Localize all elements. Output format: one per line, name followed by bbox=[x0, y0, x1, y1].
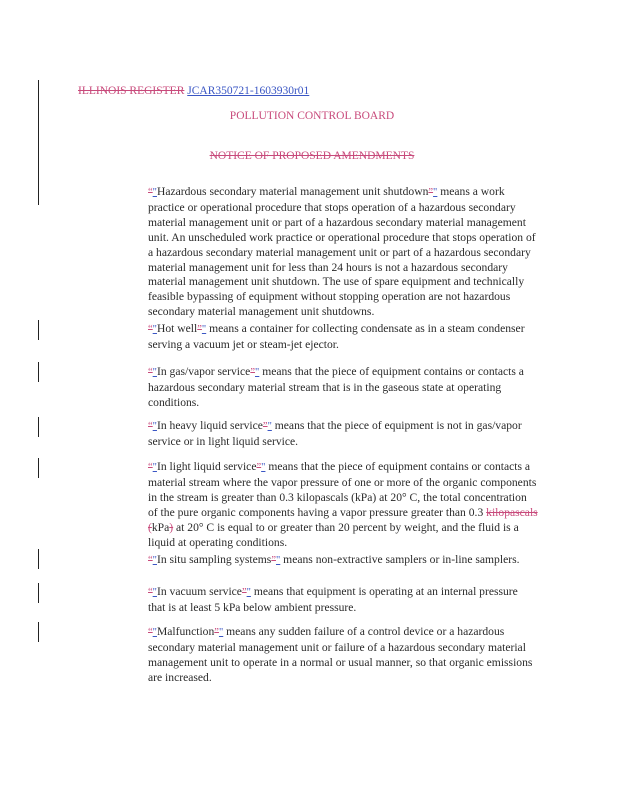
definition-text: kPa bbox=[151, 520, 170, 534]
definition-light-liquid-service bbox=[148, 460, 538, 550]
definition-text: means any sudden failure of a control device or a hazardous secondary material management unit or failure of a hazardous secondary material management unit to operate in a normal or usual manner, so that organic emissions are increased. bbox=[148, 625, 533, 684]
change-bar bbox=[38, 362, 39, 382]
open-quote-deleted: “ bbox=[148, 421, 153, 432]
close-quote-inserted: " bbox=[275, 555, 281, 566]
register-inserted: JCAR350721-1603930r01 bbox=[187, 85, 310, 97]
close-quote-deleted: ” bbox=[262, 421, 268, 432]
open-quote-inserted: " bbox=[152, 421, 157, 432]
close-quote-deleted: ” bbox=[428, 187, 434, 198]
open-quote-deleted: “ bbox=[148, 555, 153, 566]
deleted-text: kilopascals ( bbox=[148, 505, 538, 534]
open-quote-inserted: " bbox=[152, 367, 157, 378]
board-title: POLLUTION CONTROL BOARD bbox=[229, 110, 395, 122]
open-quote-inserted: " bbox=[152, 587, 157, 598]
close-quote-inserted: " bbox=[261, 462, 266, 473]
open-quote-deleted: “ bbox=[148, 324, 153, 335]
definition-term: In gas/vapor service bbox=[156, 365, 251, 378]
open-quote-deleted: “ bbox=[148, 627, 153, 638]
definition-text: means non-extractive samplers or in-line samplers. bbox=[280, 553, 520, 566]
definition-malfunction bbox=[148, 625, 538, 686]
definition-text: means that the piece of equipment contains or contacts a material stream where the vapor pressure of one or more of the organic components in the stream is greater than 0.3 kilopascals (kPa) at 20° C, the total concentration of the pure organic components having a vapor pressure greater than 0.3 bbox=[148, 460, 537, 519]
open-quote-deleted: “ bbox=[148, 462, 153, 473]
definition-text: means that the piece of equipment is not in gas/vapor service or in light liquid service. bbox=[148, 419, 522, 448]
definition-text: means that the piece of equipment contains or contacts a hazardous secondary material stream that is in the gaseous state at operating conditions. bbox=[148, 365, 524, 409]
definition-term: Hot well bbox=[156, 322, 198, 335]
close-quote-deleted: ” bbox=[256, 462, 262, 473]
change-bar bbox=[38, 320, 39, 340]
definition-gas-vapor-service bbox=[148, 365, 538, 411]
definition-term: Hazardous secondary material management unit shutdown bbox=[156, 185, 429, 198]
definition-term: Malfunction bbox=[156, 625, 215, 638]
close-quote-deleted: ” bbox=[214, 627, 219, 638]
open-quote-deleted: “ bbox=[148, 587, 153, 598]
definition-heavy-liquid-service bbox=[148, 419, 538, 450]
definition-term: In heavy liquid service bbox=[156, 419, 263, 432]
definition-text: means that equipment is operating at an internal pressure that is at least 5 kPa below ambient pressure. bbox=[148, 585, 518, 614]
open-quote-inserted: " bbox=[152, 462, 157, 473]
change-bar bbox=[38, 417, 39, 437]
definition-text: at 20° C is equal to or greater than 20 percent by weight, and the fluid is a liquid at operating conditions. bbox=[148, 520, 519, 549]
definition-term: In light liquid service bbox=[156, 460, 257, 473]
definition-term: In situ sampling systems bbox=[156, 553, 272, 566]
definition-vacuum-service bbox=[148, 585, 538, 616]
close-quote-inserted: " bbox=[267, 421, 272, 432]
close-quote-deleted: ” bbox=[197, 324, 202, 335]
definition-hot-well bbox=[148, 322, 538, 353]
open-quote-inserted: " bbox=[152, 187, 157, 198]
close-quote-inserted: " bbox=[246, 587, 251, 598]
register-header bbox=[78, 85, 309, 97]
change-bar bbox=[38, 583, 39, 603]
definition-shutdown bbox=[148, 185, 538, 320]
open-quote-inserted: " bbox=[152, 324, 157, 335]
close-quote-inserted: " bbox=[433, 187, 438, 198]
notice-title: NOTICE OF PROPOSED AMENDMENTS bbox=[209, 150, 415, 162]
definition-text: means a container for collecting condensate as in a steam condenser serving a vacuum jet or steam-jet ejector. bbox=[148, 322, 525, 351]
change-bar bbox=[38, 549, 39, 569]
close-quote-inserted: " bbox=[201, 324, 207, 335]
definition-text: means a work practice or operational procedure that stops operation of a hazardous secondary material management unit or part of a hazardous secondary material management unit. An unscheduled work practice or operational procedure that stops operation of a hazardous secondary material management unit or part of a hazardous secondary material management unit for less than 24 hours is not a hazardous secondary material management unit shutdown. The use of spare equipment and technically feasible bypassing of equipment without stopping operation are not hazardous secondary material management unit shutdowns. bbox=[148, 185, 536, 319]
close-quote-inserted: " bbox=[255, 367, 260, 378]
change-bar bbox=[38, 622, 39, 642]
register-deleted: ILLINOIS REGISTER bbox=[78, 85, 185, 97]
open-quote-deleted: “ bbox=[148, 367, 153, 378]
change-bar bbox=[38, 458, 39, 478]
close-quote-inserted: " bbox=[218, 627, 224, 638]
definition-term: In vacuum service bbox=[156, 585, 242, 598]
close-quote-deleted: ” bbox=[250, 367, 255, 378]
change-bar bbox=[38, 80, 39, 205]
open-quote-inserted: " bbox=[152, 627, 157, 638]
open-quote-inserted: " bbox=[152, 555, 157, 566]
open-quote-deleted: “ bbox=[148, 187, 153, 198]
close-quote-deleted: ” bbox=[241, 587, 247, 598]
close-quote-deleted: ” bbox=[271, 555, 276, 566]
definition-in-situ-sampling bbox=[148, 553, 538, 569]
deleted-text: ) bbox=[169, 520, 174, 534]
